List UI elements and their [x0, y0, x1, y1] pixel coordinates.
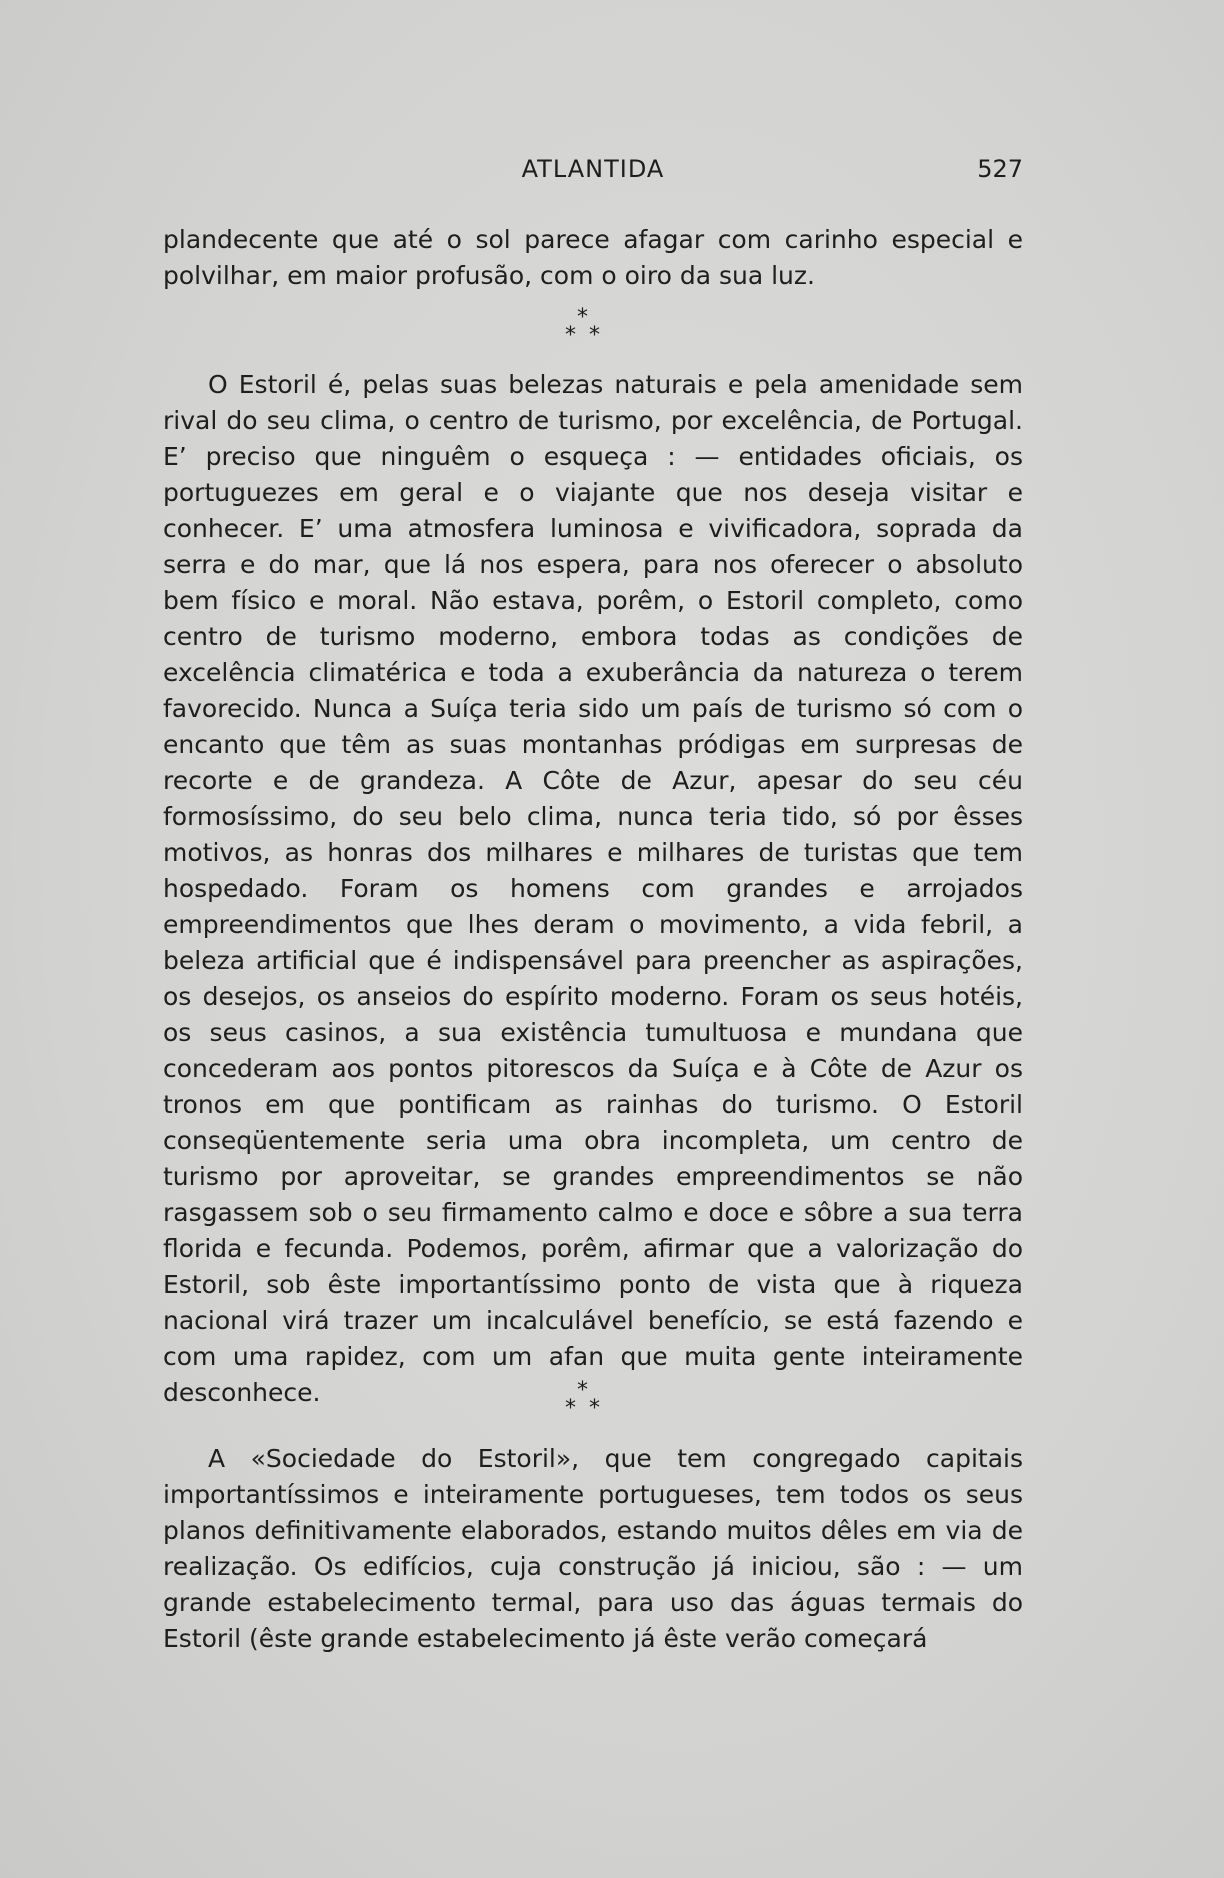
page-number: 527 [977, 155, 1023, 183]
asterism-star: * [577, 305, 588, 330]
asterism-separator [560, 1380, 610, 1424]
asterism-star: * [565, 323, 576, 348]
page-header [163, 155, 1023, 187]
asterism-star: * [577, 1378, 588, 1403]
paragraph-continuation [163, 222, 1023, 294]
asterism-star: * [589, 1396, 600, 1421]
paragraph-text: plandecente que até o sol parece afagar com carinho especial e polvilhar, em maior profusão, com o oiro da sua luz. [163, 225, 1023, 290]
paragraph-sociedade-estoril [163, 1441, 1023, 1657]
running-title: ATLANTIDA [521, 155, 665, 183]
paragraph-estoril-tourism [163, 367, 1023, 1411]
asterism-separator [560, 307, 610, 351]
paragraph-text: A «Sociedade do Estoril», que tem congregado capitais importantíssimos e inteiramente portugueses, tem todos os seus planos definitivamente elaborados, estando muitos dêles em via de realização. Os edifícios, cuja construção já iniciou, são : — um grande estabelecimento termal, para uso das águas termais do Estoril (êste grande estabelecimento já êste verão começará [163, 1444, 1023, 1653]
paragraph-text: O Estoril é, pelas suas belezas naturais e pela amenidade sem rival do seu clima, o centro de turismo, por excelência, de Portugal. E’ preciso que ninguêm o esqueça : — entidades oficiais, os portuguezes em geral e o viajante que nos deseja visitar e conhecer. E’ uma atmosfera luminosa e vivificadora, soprada da serra e do mar, que lá nos espera, para nos oferecer o absoluto bem físico e moral. Não estava, porêm, o Estoril completo, como centro de turismo moderno, embora todas as condições de excelência climatérica e toda a exuberância da natureza o terem favorecido. Nunca a Suíça teria sido um país de turismo só com o encanto que têm as suas montanhas pródigas em surpresas de recorte e de grandeza. A Côte de Azur, apesar do seu céu formosíssimo, do seu belo clima, nunca teria tido, só por êsses motivos, as honras dos milhares e milhares de turistas que tem hospedado. Foram os homens com grandes e arrojados empreendimentos que lhes deram o movimento, a vida febril, a beleza artificial que é indispensável para preencher as aspirações, os desejos, os anseios do espírito moderno. Foram os seus hotéis, os seus casinos, a sua existência tumultuosa e mundana que concederam aos pontos pitorescos da Suíça e à Côte de Azur os tronos em que pontificam as rainhas do turismo. O Estoril conseqüentemente seria uma obra incompleta, um centro de turismo por aproveitar, se grandes empreendimentos se não rasgassem sob o seu firmamento calmo e doce e sôbre a sua terra florida e fecunda. Podemos, porêm, afirmar que a valorização do Estoril, sob êste importantíssimo ponto de vista que à riqueza nacional virá trazer um incalculável benefício, se está fazendo e com uma rapidez, com um afan que muita gente inteiramente desconhece. [163, 370, 1023, 1407]
asterism-star: * [565, 1396, 576, 1421]
asterism-star: * [589, 323, 600, 348]
